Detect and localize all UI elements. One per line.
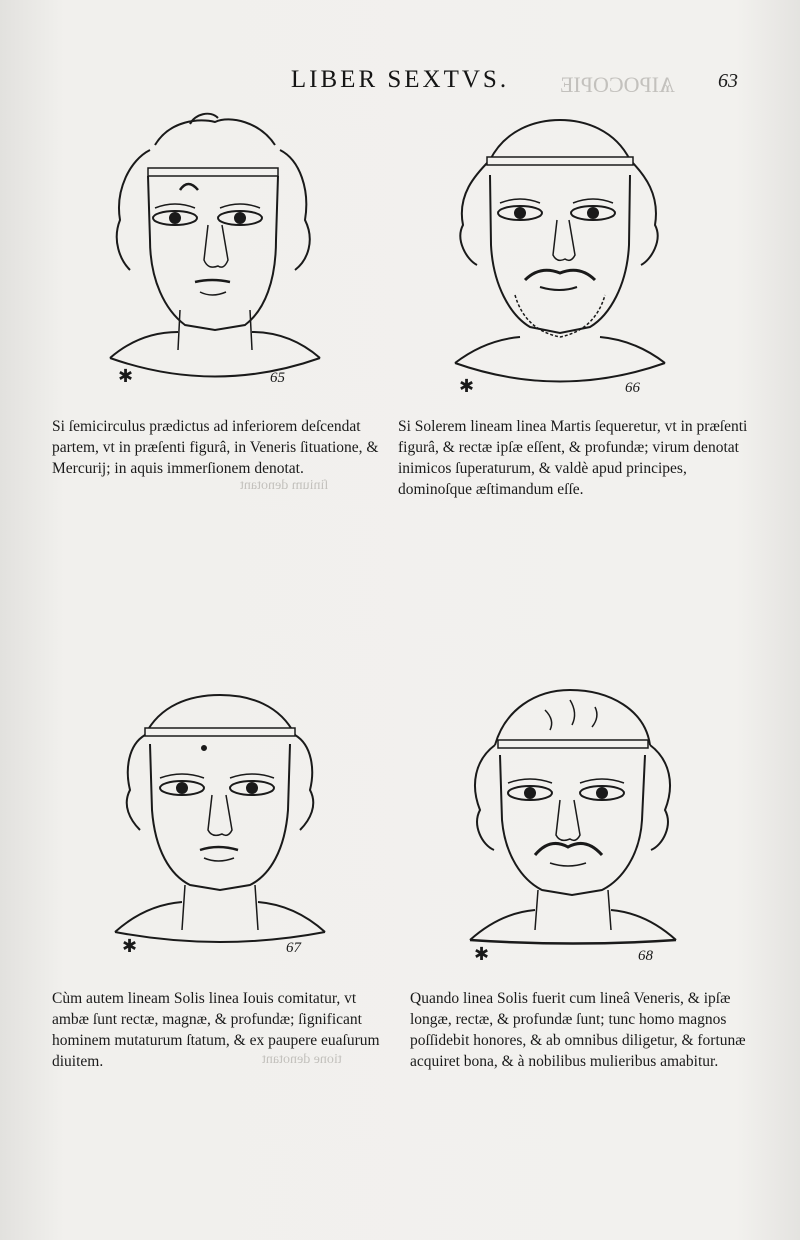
caption-text: Cùm autem lineam Solis linea Iouis comitatur, vt ambæ ſunt rectæ, magnæ, & profundæ; ſignificant hominem mutaturum ſtatum, & ex paupere euaſurum diuitem.: [52, 990, 380, 1070]
figure-number-67: 67: [286, 940, 301, 956]
physiognomy-figure-68: [460, 685, 690, 965]
caption-figure-67: [52, 988, 382, 1072]
page-number: 63: [718, 70, 738, 92]
asterisk-mark: ✱: [474, 944, 490, 964]
bleed-through-heading: ѦIPOCOPIE: [560, 72, 675, 97]
asterisk-mark: ✱: [122, 936, 138, 956]
figure-number-66: 66: [625, 380, 640, 395]
caption-figure-65: [52, 416, 382, 479]
face-woodcut-66: [445, 115, 675, 395]
bleed-through-text: tione denotant: [262, 1052, 342, 1067]
caption-text: Si Solerem lineam linea Martis ſequeretur, vt in præſenti figurâ, & rectæ ipſæ eſſent, & profundæ; virum denotat inimicos ſuperaturum, & valdè apud principes, dominoſque æſtimandum eſſe.: [398, 418, 748, 498]
caption-figure-68: [410, 988, 760, 1072]
physiognomy-figure-67: [100, 680, 330, 960]
asterisk-mark: ✱: [459, 376, 475, 395]
face-woodcut-67: [100, 680, 330, 960]
caption-text: Quando linea Solis fuerit cum lineâ Veneris, & ipſæ longæ, rectæ, & profundæ ſunt; tunc homo magnos poſſidebit honores, & ab omnibus diligetur, & fortunæ acquiret bona, & à nobilibus mulieribus amabitur.: [410, 990, 746, 1070]
caption-text: Si ſemicirculus prædictus ad inferiorem deſcendat partem, vt in præſenti figurâ, in Veneris ſituatione, & Mercurij; in aquis immerſionem denotat.: [52, 418, 379, 477]
caption-figure-66: [398, 416, 750, 500]
running-head: LIBER SEXTVS.: [290, 66, 510, 93]
bleed-through-text: ſinium denotant: [240, 478, 329, 493]
face-woodcut-68: [460, 685, 690, 965]
figure-number-65: 65: [270, 370, 285, 386]
physiognomy-figure-65: [100, 110, 330, 390]
face-woodcut-65: [100, 110, 330, 390]
asterisk-mark: ✱: [118, 366, 134, 386]
figure-number-68: 68: [638, 948, 653, 964]
physiognomy-figure-66: [445, 115, 675, 395]
